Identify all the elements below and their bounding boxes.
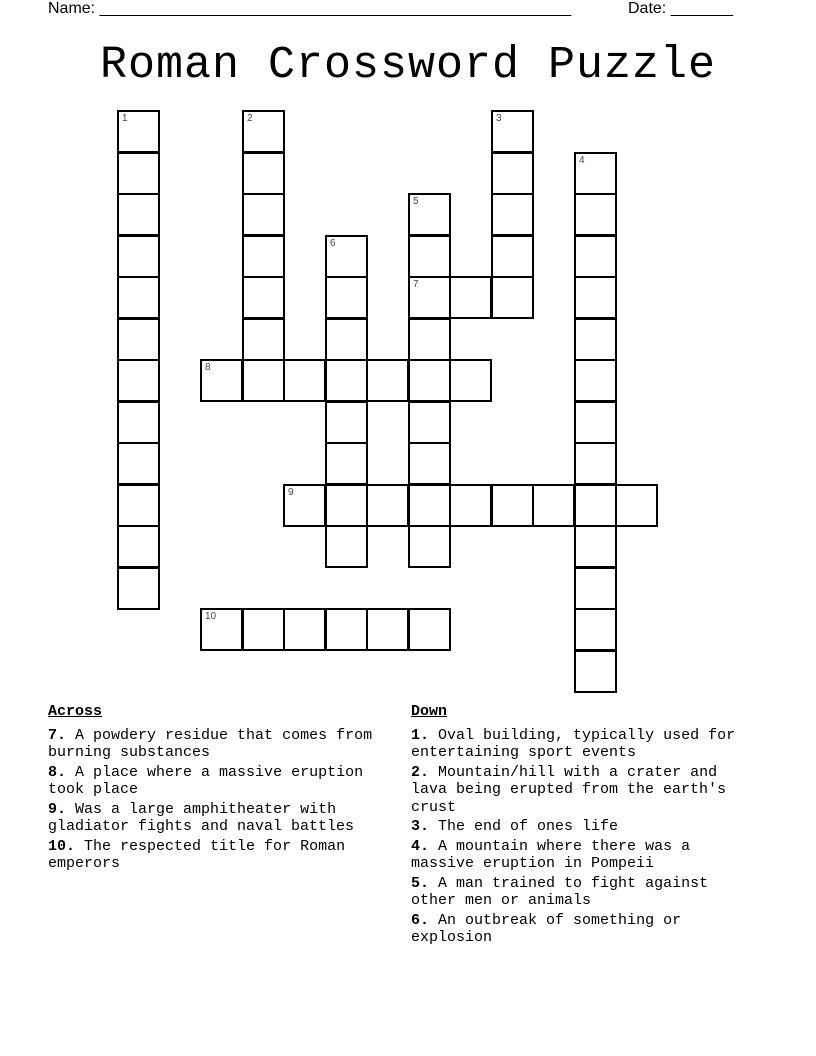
crossword-cell[interactable] [574,235,617,278]
crossword-cell[interactable] [449,484,492,527]
crossword-cell[interactable] [366,608,409,651]
clue-number: 1 [122,113,128,124]
crossword-cell[interactable] [574,152,617,195]
clue-number: 10 [205,611,217,622]
clue-number: 5 [413,196,419,207]
clue-down-6: 6. An outbreak of something or explosion [411,911,682,946]
crossword-cell[interactable] [242,110,285,153]
across-clues [48,703,398,875]
down-clues [411,703,761,949]
clue-number: 6 [330,238,336,249]
crossword-cell[interactable] [491,235,534,278]
crossword-cell[interactable] [574,608,617,651]
crossword-cell[interactable] [325,276,368,319]
crossword-cell[interactable] [283,359,326,402]
puzzle-title: Roman Crossword Puzzle [99,40,717,91]
crossword-cell[interactable] [117,484,160,527]
clue-number: 3 [496,113,502,124]
crossword-cell[interactable] [200,608,243,651]
crossword-cell[interactable] [325,235,368,278]
crossword-cell[interactable] [242,276,285,319]
crossword-cell[interactable] [491,110,534,153]
crossword-cell[interactable] [242,235,285,278]
crossword-cell[interactable] [325,401,368,444]
crossword-cell[interactable] [574,359,617,402]
crossword-cell[interactable] [449,276,492,319]
clue-number: 4 [579,155,585,166]
crossword-cell[interactable] [325,608,368,651]
crossword-cell[interactable] [408,318,451,361]
crossword-cell[interactable] [325,359,368,402]
crossword-cell[interactable] [366,484,409,527]
crossword-cell[interactable] [117,152,160,195]
crossword-cell[interactable] [117,442,160,485]
crossword-cell[interactable] [574,318,617,361]
clue-across-10: 10. The respected title for Roman emperors [48,837,346,872]
crossword-cell[interactable] [242,152,285,195]
crossword-cell[interactable] [574,650,617,693]
clue-number: 8 [205,362,211,373]
clue-down-2: 2. Mountain/hill with a crater and lava being erupted from the earth's crust [411,763,727,816]
crossword-cell[interactable] [325,442,368,485]
clue-across-9: 9. Was a large amphitheater with gladiator fights and naval battles [48,800,355,835]
crossword-cell[interactable] [242,359,285,402]
clue-number: 7 [413,279,419,290]
crossword-cell[interactable] [491,276,534,319]
clue-down-4: 4. A mountain where there was a massive eruption in Pompeii [411,837,691,872]
crossword-cell[interactable] [117,193,160,236]
crossword-cell[interactable] [408,401,451,444]
clue-across-8: 8. A place where a massive eruption took place [48,763,364,798]
crossword-cell[interactable] [117,401,160,444]
crossword-cell[interactable] [574,193,617,236]
crossword-cell[interactable] [574,525,617,568]
across-heading: Across [48,703,103,720]
date-field-label: Date: _______ [628,0,733,17]
crossword-cell[interactable] [491,152,534,195]
crossword-cell[interactable] [574,442,617,485]
clue-down-3: 3. The end of ones life [411,818,619,835]
crossword-cell[interactable] [283,608,326,651]
crossword-cell[interactable] [408,193,451,236]
crossword-cell[interactable] [408,525,451,568]
down-heading: Down [411,703,448,720]
crossword-cell[interactable] [200,359,243,402]
clue-down-1: 1. Oval building, typically used for entertaining sport events [411,726,736,761]
crossword-cell[interactable] [366,359,409,402]
clue-down-5: 5. A man trained to fight against other men or animals [411,874,709,909]
crossword-cell[interactable] [117,110,160,153]
across-clue-list [48,727,398,873]
crossword-cell[interactable] [242,608,285,651]
crossword-cell[interactable] [117,567,160,610]
name-field-label: Name: _____________________________________________________ [48,0,572,17]
crossword-cell[interactable] [491,484,534,527]
crossword-cell[interactable] [117,359,160,402]
crossword-cell[interactable] [408,359,451,402]
crossword-cell[interactable] [408,484,451,527]
crossword-cell[interactable] [283,484,326,527]
crossword-cell[interactable] [408,235,451,278]
crossword-cell[interactable] [117,318,160,361]
crossword-cell[interactable] [117,525,160,568]
crossword-cell[interactable] [574,484,617,527]
crossword-cell[interactable] [574,276,617,319]
crossword-cell[interactable] [325,484,368,527]
crossword-cell[interactable] [325,318,368,361]
crossword-cell[interactable] [408,608,451,651]
crossword-cell[interactable] [449,359,492,402]
crossword-cell[interactable] [574,567,617,610]
down-clue-list [411,727,761,947]
crossword-cell[interactable] [408,276,451,319]
clue-number: 9 [288,487,294,498]
crossword-cell[interactable] [117,235,160,278]
crossword-cell[interactable] [532,484,575,527]
clue-across-7: 7. A powdery residue that comes from burning substances [48,726,373,761]
crossword-cell[interactable] [574,401,617,444]
clue-number: 2 [247,113,253,124]
crossword-cell[interactable] [491,193,534,236]
crossword-cell[interactable] [325,525,368,568]
crossword-cell[interactable] [615,484,658,527]
crossword-cell[interactable] [242,318,285,361]
crossword-cell[interactable] [117,276,160,319]
crossword-cell[interactable] [408,442,451,485]
crossword-cell[interactable] [242,193,285,236]
